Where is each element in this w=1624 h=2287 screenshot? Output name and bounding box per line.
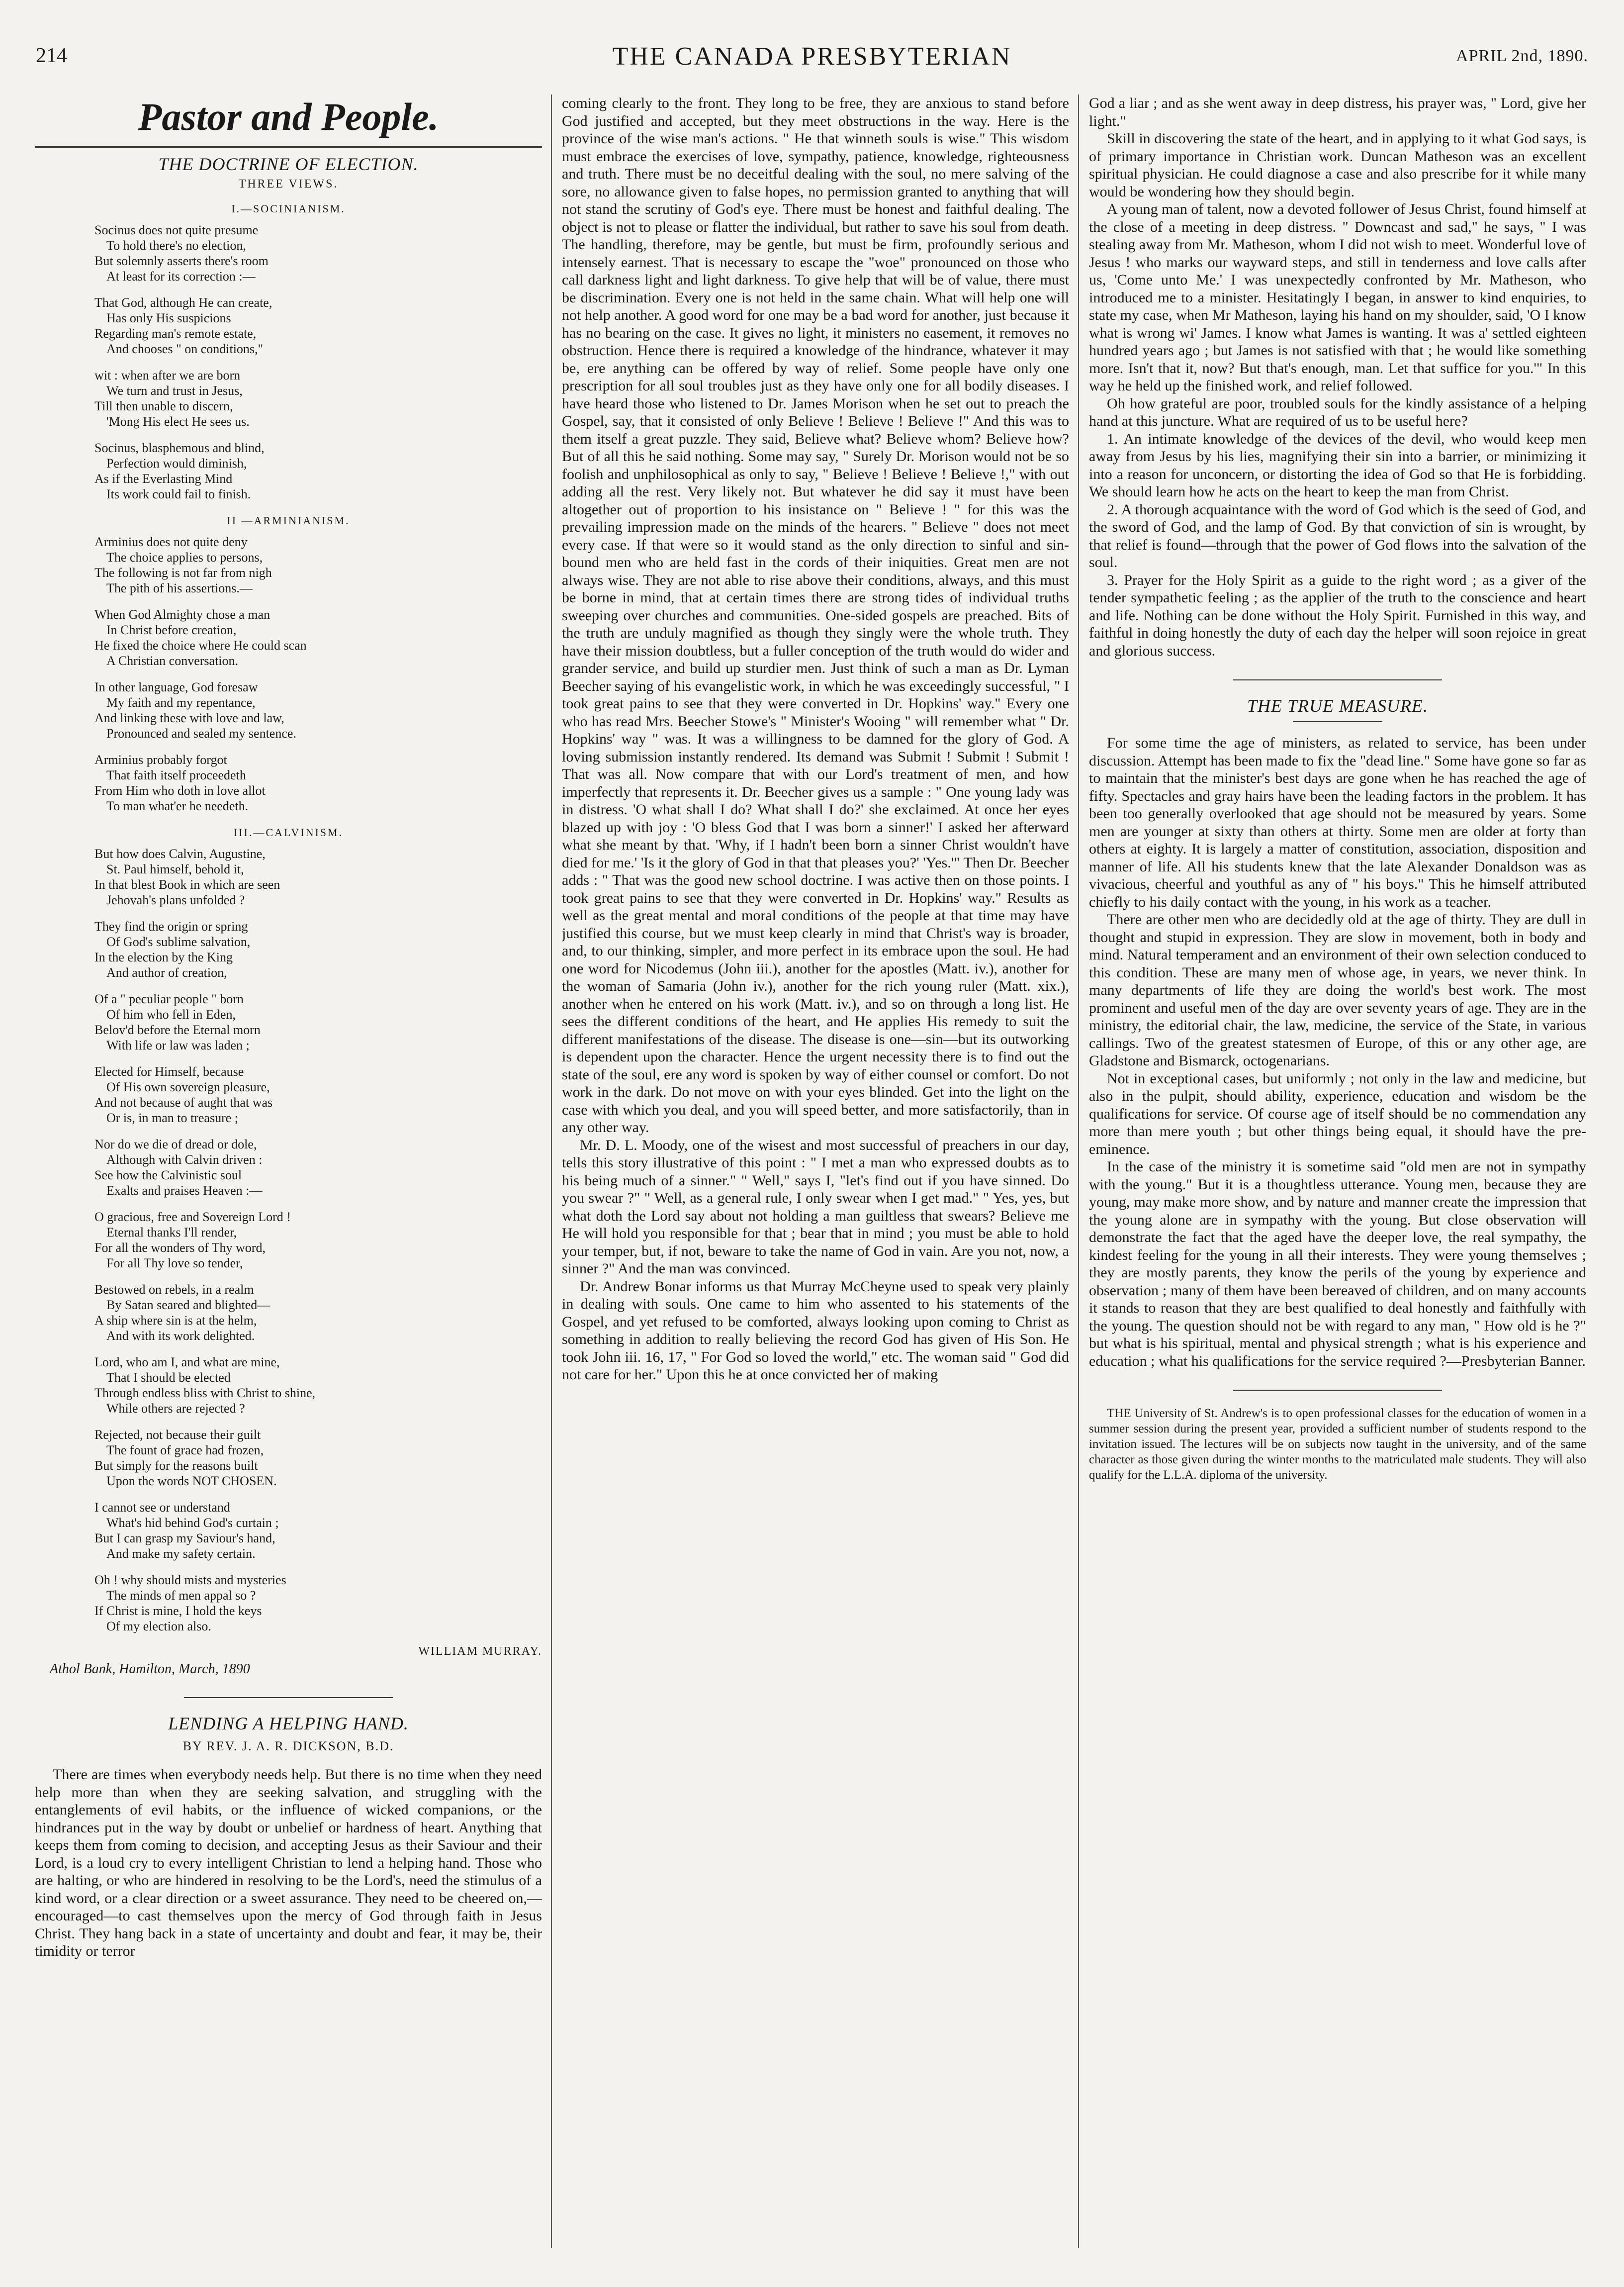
- poem-stanza: [94, 440, 542, 502]
- poem-line: Through endless bliss with Christ to shine,: [94, 1386, 316, 1400]
- poem-line: Regarding man's remote estate,: [94, 326, 257, 341]
- poem-dateline: Athol Bank, Hamilton, March, 1890: [50, 1661, 250, 1677]
- paragraph: Not in exceptional cases, but uniformly ; not only in the law and medicine, but also in the pulpit, should ability, experience, education and wisdom be the qualifications for service. Of course age of itself should be no commendation any more than mere youth ; but other things being equal, it should have the pre-eminence.: [1089, 1070, 1586, 1157]
- poem-stanza: [94, 607, 542, 668]
- poem-line: Of His own sovereign pleasure,: [106, 1080, 270, 1094]
- paragraph: coming clearly to the front. They long to be free, they are anxious to stand before God justified and accepted, but they meet obstructions in the way. Here is the province of the wise man's actions. " He that winneth souls is wise." This wisdom must embrace the exercises of love, sympathy, patience, knowledge, righteousness and truth. There must be no deceitful dealing with the soul, no mere salving of the sore, no allowance given to false hopes, no permission granted to anything that will not stand the scrutiny of God's eye. There must be honest and faithful dealing. The object is not to please or flatter the individual, but rather to save his soul from death. The handling, therefore, may be gentle, but must be firm, profoundly serious and intensely earnest. That is necessary to escape the "woe" pronounced on those who call darkness light and light darkness. To give help that will be of value, there must be discrimination. Every one is not held in the same chain. What will help one will not help another. A good word for one may be a bad word for another, just because it has no bearing on the case. It gives no light, it ministers no easement, it removes no obstruction. Hence there is required a knowledge of the hindrance, whatever it may be, ere anything can be offered by way of relief. Some people have only one prescription for all soul troubles just as they have only one for all bodily diseases. I have heard those who listened to Dr. James Morison when he set out to preach the Gospel, say, that it consisted of only Believe ! Believe ! Believe !" And this was to them itself a great puzzle. They said, Believe what? Believe whom? Believe how? But of all this he said nothing. Some may say, " Surely Dr. Morison would not be so foolish and unphilosophical as only to say, " Believe ! Believe ! Believe !," with out adding all the rest. Very likely not. But whatever he did say it must have been altogether out of proportion to his insistance on " Believe ! " for this was the prevailing impression made on the minds of the hearers. " Believe " does not meet every case. If that were so it would stand as the only direction to sinful and sin-bound men who are held fast in the cords of their iniquities. Great men are not always wise. They are not able to rise above their conditions, always, and this must be borne in mind, that at certain times there are strong tides of individual truths sweeping over churches and communities. One-sided gospels are preached. Bits of the truth are unduly magnified as though they singly were the whole truth. They have their mission doubtless, but a fuller conception of the truth would do wider and grander service, and build up sturdier men. Just think of such a man as Dr. Lyman Beecher saying of his evangelistic work, in which he was exceedingly successful, " I took great pains to see that they were converted in Dr. Hopkins' way." Every one who has read Mrs. Beecher Stowe's " Minister's Wooing " will remember what " Dr. Hopkins' way " was. It was a willingness to be damned for the glory of God. A loving submission instantly rendered. Its demand was Submit ! Submit ! Submit ! That was all. Now compare that with our Lord's treatment of men, and how imperfectly that represents it. Dr. Beecher gives us a sample : " One young lady was in distress. 'O what shall I do? What shall I do?' she exclaimed. At once her eyes blazed up with joy : 'O bless God that I was born a sinner!' I asked her afterward what she meant by that. 'Why, if I hadn't been born a sinner Christ wouldn't have died for me.' 'Is it the glory of God in that that pleases you?' 'Yes.'" Then Dr. Beecher adds : " That was the good new school doctrine. I was active then on those points. I took great pains to see that they were converted in Dr. Hopkins' way." Results as well as the great mental and moral conditions of the people at that time may have justified this course, but we must keep clearly in mind that Christ's way is broader, and, to our thinking, simpler, and more perfect in its embrace upon the soul. He had one word for Nicodemus (John iii.), another for the apostles (Matt. iv.), another for the woman of Samaria (John iv.), another for the rich young ruler (Matt. xix.), another when he entered on his work (Matt. iv.), and so on through a long list. He sees the different conditions of the heart, and He applies His remedy to suit the different manifestations of the disease. The disease is one—sin—but its outworking is dependent upon the character. Hence the urgent necessity there is to find out the state of the soul, ere any word is spoken by way of either counsel or comfort. Do not work in the dark. Do not move on with your eyes blinded. Get into the light on the case with which you deal, and you will speed better, and more satisfactorily, than in any other way.: [562, 95, 1069, 1136]
- issue-date: APRIL 2nd, 1890.: [1456, 47, 1588, 65]
- poem-stanza: [94, 222, 542, 284]
- poem-stanza: [94, 1427, 542, 1489]
- poem-stanza: [94, 1572, 542, 1634]
- poem-line: We turn and trust in Jesus,: [106, 383, 243, 398]
- university-notice: THE University of St. Andrew's is to open professional classes for the education of women in a summer session during the present year, provided a sufficient number of students respond to the invitation issued. The lectures will be on subjects now taught in the university, and of the same character as those given during the winter months to the matriculated male students. They will also qualify for the L.L.A. diploma of the university.: [1089, 1407, 1586, 1482]
- poem-line: Or is, in man to treasure ;: [106, 1111, 238, 1125]
- paragraph: For some time the age of ministers, as related to service, has been under discussion. Attempt has been made to fix the "dead line." Some have gone so far as to maintain that the minister's best days are gone when he has reached the age of fifty. Spectacles and gray hairs have been the leading factors in the problem. It has been too generally overlooked that age should not be measured by years. Some men are younger at sixty than others at thirty. Some men are older at forty than others at eighty. It is largely a matter of constitution, association, disposition and manner of life. All his students knew that the late Alexander Donaldson was as vivacious, cheerful and youthful as any of " his boys." This he himself attributed chiefly to his daily contact with the young, in his work as a teacher.: [1089, 735, 1586, 910]
- poem-line: See how the Calvinistic soul: [94, 1168, 242, 1182]
- paragraph: Dr. Andrew Bonar informs us that Murray McCheyne used to speak very plainly in dealing with souls. One came to him who assented to his statements of the Gospel, and yet refused to be comforted, always looking upon coming to Christ as something in addition to really believing the record God has given of His Son. He took John iii. 16, 17, " For God so loved the world," etc. The woman said " God did not care for her." Upon this he at once convicted her of making: [562, 1278, 1069, 1383]
- poem-line: In the election by the King: [94, 950, 233, 964]
- poem-line: Socinus, blasphemous and blind,: [94, 441, 265, 455]
- paragraph: A young man of talent, now a devoted follower of Jesus Christ, found himself at the close of a meeting in deep distress. " Downcast and sad," he says, " I was stealing away from Mr. Matheson, whom I did not wish to meet. Wonderful love of Jesus ! who marks our wayward steps, and still in tenderness and love calls after us, 'Come unto Me.' I was unexpectedly confronted by Mr. Matheson, who introduced me to a minister. Hesitatingly I began, in answer to kind enquiries, to state my case, when Mr Matheson, laying his hand on my shoulder, said, 'O I know what is wrong wi' James. I know what James is wanting. It was a' settled eighteen hundred years ago ; but James is not satisfied with that ; he would like something more. Isn't that it, now? But that's enough, man. Let that suffice for you.'" In this way he held up the finished work, and relief followed.: [1089, 201, 1586, 394]
- poem-line: For all the wonders of Thy word,: [94, 1240, 266, 1255]
- poem-line: While others are rejected ?: [106, 1401, 245, 1416]
- poem-line: What's hid behind God's curtain ;: [106, 1516, 279, 1530]
- poem-line: Of my election also.: [106, 1619, 211, 1633]
- poem-line: Of him who fell in Eden,: [106, 1007, 236, 1022]
- poem-line: And not because of aught that was: [94, 1095, 273, 1110]
- poem-line: Arminius does not quite deny: [94, 535, 248, 549]
- paragraph: There are times when everybody needs help. But there is no time when they need help more than when they are seeking salvation, and struggling with the entanglements of evil habits, or the influence of wicked companions, or the hindrances put in the way by doubt or unbelief or hardness of heart. Anything that keeps them from coming to decision, and accepting Jesus as their Saviour and their Lord, is a loud cry to every intelligent Christian to lend a helping hand. Those who are halting, or who are hindered in resolving to be the Lord's, need the stimulus of a kind word, or a clear direction or a sweet assurance. They need to be cheered on,—encouraged—to cast themselves upon the mercy of God through faith in Jesus Christ. They hang back in a state of uncertainty and doubt and fear, it may be, their timidity or terror: [35, 1766, 542, 1959]
- poem-line: To hold there's no election,: [106, 238, 246, 253]
- divider: [1293, 721, 1382, 722]
- poem-line: 'Mong His elect He sees us.: [106, 414, 250, 429]
- paragraph: Skill in discovering the state of the heart, and in applying to it what God says, is of primary importance in Christian work. Duncan Matheson was an excellent spiritual physician. He could diagnose a case and also prescribe for it while many would be wondering how they should begin.: [1089, 130, 1586, 200]
- poem-line: The fount of grace had frozen,: [106, 1443, 264, 1457]
- poem-line: With life or law was laden ;: [106, 1038, 250, 1052]
- poem-line: For all Thy love so tender,: [106, 1256, 243, 1270]
- poem-line: And make my safety certain.: [106, 1546, 256, 1561]
- newspaper-title: THE CANADA PRESBYTERIAN: [612, 42, 1012, 71]
- poem-line: As if the Everlasting Mind: [94, 472, 233, 486]
- column-rule: [551, 95, 552, 2248]
- poem-line: And chooses " on conditions,": [106, 342, 264, 356]
- masthead: [36, 44, 1588, 79]
- lending-text-col1: [35, 1766, 542, 1960]
- poem-line: In Christ before creation,: [106, 623, 237, 637]
- poem-line: Although with Calvin driven :: [106, 1152, 263, 1167]
- poem-line: To man what'er he needeth.: [106, 799, 249, 813]
- poem-line: A Christian conversation.: [106, 654, 239, 668]
- column-2: [562, 95, 1069, 2253]
- paragraph: 1. An intimate knowledge of the devices of the devil, who would keep men away from Jesus by his lies, magnifying their sin into a barrier, or minimizing it into a reason for unconcern, or distorting the idea of God so that He is forbidding. We should learn how he acts on the heart to keep the man from Christ.: [1089, 430, 1586, 500]
- poem-line: Bestowed on rebels, in a realm: [94, 1282, 254, 1297]
- article-byline: BY REV. J. A. R. DICKSON, B.D.: [182, 1739, 394, 1753]
- lending-text-col3: [1089, 95, 1586, 660]
- article-title-lending: LENDING A HELPING HAND.: [168, 1714, 409, 1733]
- paragraph: In the case of the ministry it is sometime said "old men are not in sympathy with the young." But it is a thoughtless utterance. Young men, because they are young, may make more show, and by nature and manner create the impression that the young alone are in sympathy with the young. But close observation will demonstrate the fact that the aged have the deeper love, the real sympathy, the kindest feeling for the young in all their interests. They were young themselves ; they are mostly parents, they know the perils of the young by experience and observation ; many of them have been bereaved of children, and on many accounts it stands to reason that they are best qualified to deal honestly and faithfully with the young. The question should not be with regard to any man, " How old is he ?" but what is his spiritual, mental and physical strength ; what is his experience and education ; what his qualifications for the service required ?—Presbyterian Banner.: [1089, 1158, 1586, 1369]
- divider: [184, 1697, 393, 1698]
- poem-stanza: [94, 679, 542, 741]
- divider: [1233, 1390, 1442, 1391]
- poem-line: Exalts and praises Heaven :—: [106, 1183, 263, 1198]
- paragraph: Mr. D. L. Moody, one of the wisest and most successful of preachers in our day, tells this story illustrative of this point : " I met a man who expressed doubts as to his being much of a sinner." " Well," says I, "let's find out if you have sinned. Do you swear ?" " Well, as a general rule, I only swear when I get mad." " Yes, yes, but what doth the Lord say about not holding a man guiltless that swears? Believe me He will hold you responsible for that ; bear that in mind ; you must be able to hold your temper, but, if not, beware to take the name of God in vain. Are you not, now, a sinner ?" And the man was convinced.: [562, 1137, 1069, 1277]
- poem-line: And author of creation,: [106, 965, 227, 980]
- poem-line: My faith and my repentance,: [106, 695, 256, 710]
- poem: [35, 201, 542, 1634]
- poem-line: Eternal thanks I'll render,: [106, 1225, 237, 1239]
- lending-text-col2: [562, 95, 1069, 1384]
- poem-line: Nor do we die of dread or dole,: [94, 1137, 257, 1151]
- poem-line: Has only His suspicions: [106, 311, 231, 325]
- article-title-measure: THE TRUE MEASURE.: [1247, 696, 1428, 716]
- poem-line: O gracious, free and Sovereign Lord !: [94, 1210, 291, 1224]
- poem-line: When God Almighty chose a man: [94, 607, 271, 622]
- divider: [1233, 679, 1442, 680]
- poem-part-heading: I.—SOCINIANISM.: [231, 202, 346, 215]
- poem-line: Jehovah's plans unfolded ?: [106, 893, 245, 907]
- paragraph: There are other men who are decidedly old at the age of thirty. They are dull in thought and stupid in expression. They are slow in movement, both in body and mind. Natural temperament and an environment of their own selection conduced to this condition. These are many men of whose age, in years, we never think. In many departments of life they are doing the world's best work. The most prominent and useful men of the day are over seventy years of age. They are in the ministry, the editorial chair, the law, medicine, the service of the State, in various callings. Two of the greatest statesmen of Europe, of this or any other age, are Gladstone and Bismarck, octogenarians.: [1089, 911, 1586, 1069]
- poem-line: They find the origin or spring: [94, 919, 248, 934]
- poem-line: Lord, who am I, and what are mine,: [94, 1355, 280, 1369]
- poem-stanza: [94, 919, 542, 980]
- poem-line: Belov'd before the Eternal morn: [94, 1023, 261, 1037]
- poem-stanza: [94, 1500, 542, 1561]
- poem-line: And with its work delighted.: [106, 1329, 255, 1343]
- paragraph: 3. Prayer for the Holy Spirit as a guide to the right word ; as a giver of the tender sympathetic feeling ; as the applier of the truth to the conscience and heart and life. Nothing can be done without the Holy Spirit. Furnished in this way, and faithful in doing honestly the duty of each day the helper will soon rejoice in great and glorious success.: [1089, 572, 1586, 659]
- column-1: [35, 95, 542, 2253]
- poem-line: That I should be elected: [106, 1370, 231, 1385]
- measure-text: [1089, 734, 1586, 1370]
- poem-stanza: [94, 1354, 542, 1416]
- poem-line: That faith itself proceedeth: [106, 768, 246, 782]
- poem-line: The minds of men appal so ?: [106, 1588, 256, 1603]
- poem-stanza: [94, 295, 542, 357]
- column-3: [1089, 95, 1586, 2253]
- column-rule: [1078, 95, 1079, 2248]
- poem-line: St. Paul himself, behold it,: [106, 862, 244, 876]
- poem-line: The following is not far from nigh: [94, 566, 272, 580]
- poem-part-heading: II —ARMINIANISM.: [227, 514, 350, 527]
- poem-line: In other language, God foresaw: [94, 680, 258, 694]
- poem-stanza: [94, 1209, 542, 1271]
- poem-line: The pith of his assertions.—: [106, 581, 253, 595]
- poem-line: But simply for the reasons built: [94, 1458, 258, 1473]
- poem-stanza: [94, 991, 542, 1053]
- page-number: 214: [36, 44, 67, 67]
- poem-line: But how does Calvin, Augustine,: [94, 847, 266, 861]
- poem-line: Upon the words NOT CHOSEN.: [106, 1474, 277, 1488]
- article-title-doctrine: THE DOCTRINE OF ELECTION.: [158, 154, 419, 174]
- poem-line: I cannot see or understand: [94, 1500, 230, 1515]
- paragraph: Oh how grateful are poor, troubled souls for the kindly assistance of a helping hand at this juncture. What are required of us to be useful here?: [1089, 395, 1586, 429]
- paragraph: 2. A thorough acquaintance with the word of God which is the seed of God, and the sword of God, and the lamp of God. By that conviction of sin is wrought, by that relief is found—through that the power of God flows into the salvation of the soul.: [1089, 501, 1586, 571]
- poem-line: Socinus does not quite presume: [94, 223, 259, 237]
- poem-part-heading: III.—CALVINISM.: [233, 826, 344, 839]
- poem-line: Arminius probably forgot: [94, 753, 227, 767]
- poem-line: He fixed the choice where He could scan: [94, 638, 307, 653]
- poem-line: If Christ is mine, I hold the keys: [94, 1604, 262, 1618]
- poem-stanza: [94, 846, 542, 908]
- poem-line: Elected for Himself, because: [94, 1064, 244, 1079]
- poem-line: From Him who doth in love allot: [94, 783, 266, 798]
- article-subtitle: THREE VIEWS.: [238, 178, 339, 191]
- paragraph: God a liar ; and as she went away in deep distress, his prayer was, " Lord, give her light.": [1089, 95, 1586, 129]
- poem-stanza: [94, 1137, 542, 1198]
- poem-line: Of God's sublime salvation,: [106, 935, 251, 949]
- poem-line: In that blest Book in which are seen: [94, 877, 280, 892]
- poem-signature: WILLIAM MURRAY.: [418, 1645, 542, 1658]
- poem-stanza: [94, 1282, 542, 1343]
- poem-line: Oh ! why should mists and mysteries: [94, 1573, 286, 1587]
- poem-line: Till then unable to discern,: [94, 399, 233, 413]
- poem-line: Rejected, not because their guilt: [94, 1428, 261, 1442]
- poem-line: Pronounced and sealed my sentence.: [106, 726, 296, 741]
- poem-line: Its work could fail to finish.: [106, 487, 251, 501]
- poem-line: But I can grasp my Saviour's hand,: [94, 1531, 275, 1545]
- poem-stanza: [94, 534, 542, 596]
- poem-line: At least for its correction :—: [106, 269, 256, 284]
- poem-line: Of a " peculiar people " born: [94, 992, 244, 1006]
- divider: [35, 146, 542, 148]
- poem-line: By Satan seared and blighted—: [106, 1298, 271, 1312]
- poem-line: wit : when after we are born: [94, 368, 241, 382]
- poem-line: And linking these with love and law,: [94, 711, 284, 725]
- poem-stanza: [94, 752, 542, 814]
- poem-line: Perfection would diminish,: [106, 456, 247, 471]
- section-title: Pastor and People.: [138, 95, 439, 138]
- poem-line: A ship where sin is at the helm,: [94, 1313, 257, 1328]
- poem-line: But solemnly asserts there's room: [94, 254, 269, 268]
- poem-line: The choice applies to persons,: [106, 550, 263, 565]
- poem-stanza: [94, 1064, 542, 1126]
- poem-stanza: [94, 368, 542, 429]
- poem-line: That God, although He can create,: [94, 295, 272, 310]
